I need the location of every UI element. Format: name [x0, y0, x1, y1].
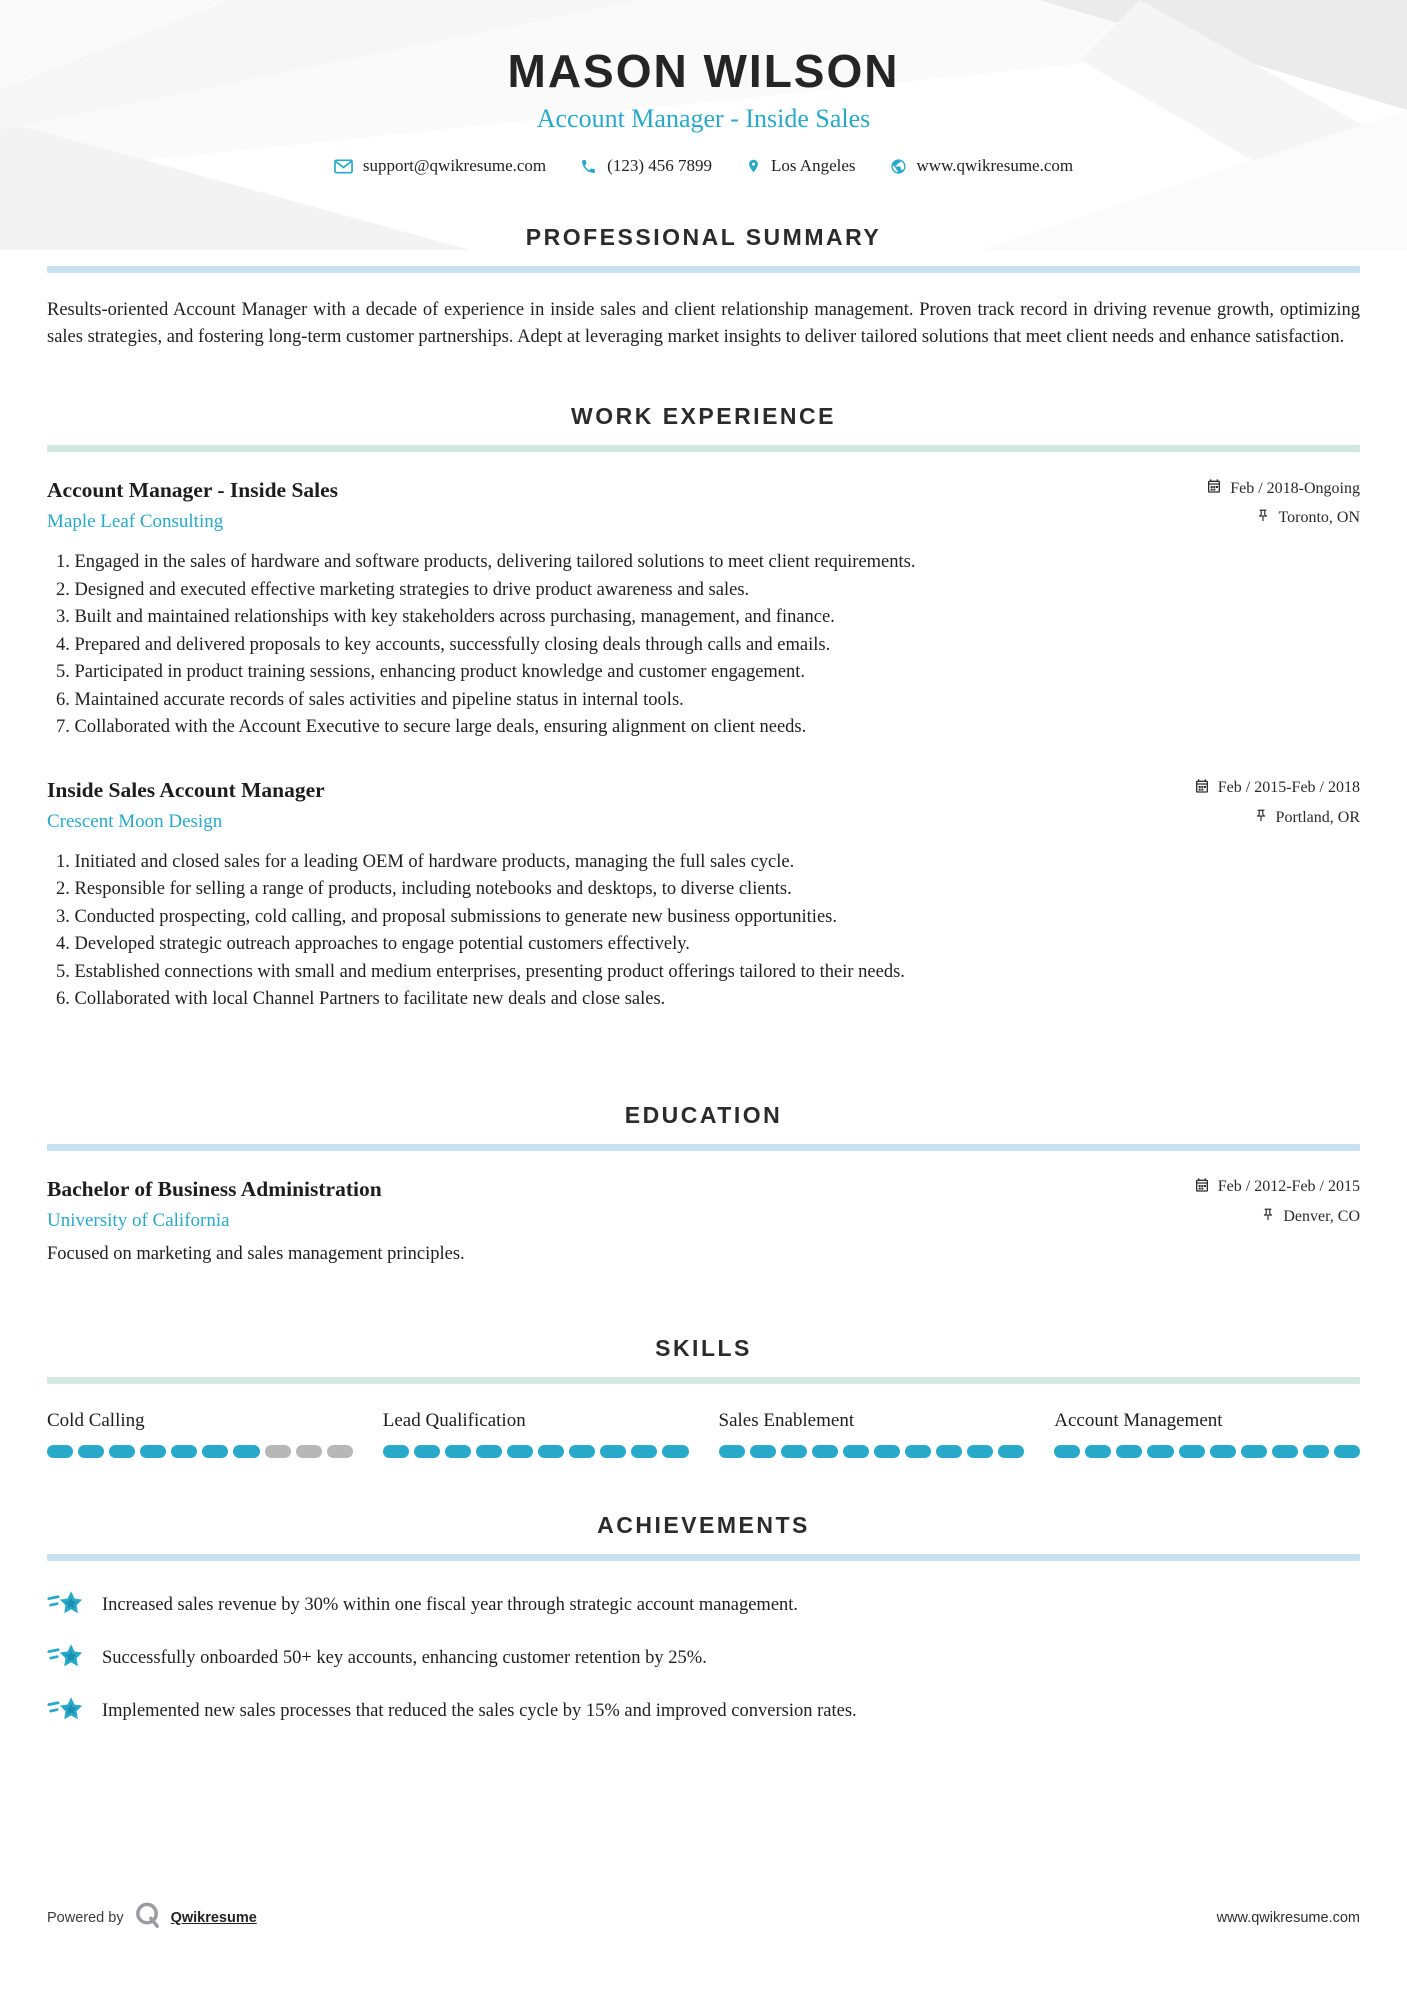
job-bullet-list — [47, 549, 1360, 742]
education-heading: EDUCATION — [624, 1101, 783, 1128]
skill-pill — [1116, 1445, 1142, 1458]
job-bullet: Conducted prospecting, cold calling, and proposal submissions to generate new business opportunities. — [74, 906, 837, 927]
achievement-item — [47, 1589, 1360, 1623]
skill-pill — [1179, 1445, 1205, 1458]
globe-icon — [890, 158, 907, 175]
qwikresume-link[interactable]: Qwikresume — [170, 1909, 257, 1926]
job-dates-line — [1194, 778, 1360, 799]
job-header — [47, 478, 1360, 533]
candidate-name: MASON WILSON — [507, 45, 900, 97]
job-location: Portland, OR — [1275, 808, 1360, 826]
skill-pill — [1334, 1445, 1360, 1458]
skill-pill — [538, 1445, 564, 1458]
section-divider — [47, 1377, 1360, 1384]
achievements-list — [47, 1589, 1360, 1729]
skill-pill — [327, 1445, 353, 1458]
work-experience-heading: WORK EXPERIENCE — [571, 403, 836, 429]
job-location: Toronto, ON — [1278, 509, 1360, 526]
skill-pill — [414, 1445, 440, 1458]
skill-pill — [719, 1445, 745, 1458]
skill-pill — [1085, 1445, 1111, 1458]
job-meta — [1206, 478, 1360, 528]
skill-name: Account Management — [1054, 1409, 1223, 1431]
job-dates: Feb / 2015-Feb / 2018 — [1217, 779, 1360, 796]
section-work-experience — [47, 403, 1360, 1014]
education-dates-line — [1194, 1177, 1360, 1198]
contact-phone-text: (123) 456 7899 — [607, 156, 712, 175]
achievement-item — [47, 1695, 1360, 1729]
calendar-icon — [1206, 478, 1222, 499]
achievement-text: Successfully onboarded 50+ key accounts, enhancing customer retention by 25%. — [102, 1648, 707, 1668]
skill-pill — [265, 1445, 291, 1458]
location-pin-icon — [746, 157, 761, 175]
candidate-title: Account Manager - Inside Sales — [536, 104, 871, 133]
shooting-star-icon — [47, 1589, 84, 1623]
education-header — [47, 1177, 1360, 1232]
skill-pill — [781, 1445, 807, 1458]
skill-pill — [936, 1445, 962, 1458]
email-icon — [334, 159, 353, 174]
calendar-icon — [1194, 1177, 1210, 1198]
contact-location-text: Los Angeles — [770, 156, 856, 175]
school-name: University of California — [47, 1209, 230, 1231]
skill-level-bar — [47, 1445, 353, 1458]
job-dates: Feb / 2018-Ongoing — [1230, 479, 1360, 497]
shooting-star-icon — [47, 1642, 84, 1676]
skill-pill — [662, 1445, 688, 1458]
education-meta — [1194, 1177, 1360, 1227]
skills-grid — [47, 1410, 1360, 1458]
skill-level-bar — [1054, 1445, 1360, 1458]
skill-pill — [1303, 1445, 1329, 1458]
section-skills — [47, 1335, 1360, 1458]
skill-pill — [1147, 1445, 1173, 1458]
job-bullet: Developed strategic outreach approaches to engage potential customers effectively. — [74, 934, 690, 954]
skill-level-bar — [383, 1445, 689, 1458]
page-footer — [47, 1901, 1360, 1934]
skill-item — [383, 1410, 689, 1458]
job-bullet: Established connections with small and medium enterprises, presenting product offerings tailored to their needs. — [74, 961, 905, 982]
job-title-block — [47, 478, 338, 533]
contact-location — [746, 156, 856, 176]
skill-pill — [874, 1445, 900, 1458]
contact-website-text: www.qwikresume.com — [916, 156, 1074, 175]
skill-pill — [445, 1445, 471, 1458]
skill-pill — [383, 1445, 409, 1458]
skill-item — [47, 1410, 353, 1458]
resume-body — [0, 224, 1407, 1729]
job-bullet: Engaged in the sales of hardware and software products, delivering tailored solutions to meet client requirements. — [74, 552, 916, 572]
skill-pill — [507, 1445, 533, 1458]
section-education — [47, 1102, 1360, 1265]
skill-item — [1054, 1410, 1360, 1458]
footer-branding — [47, 1901, 257, 1934]
job-header — [47, 778, 1360, 833]
skill-pill — [600, 1445, 626, 1458]
shooting-star-icon — [47, 1695, 84, 1729]
job-bullet: Prepared and delivered proposals to key accounts, successfully closing deals through calls and emails. — [74, 634, 831, 655]
job-entry — [47, 778, 1360, 1014]
skill-name: Sales Enablement — [718, 1409, 855, 1431]
skill-pill — [296, 1445, 322, 1458]
pushpin-icon — [1261, 1207, 1275, 1227]
job-location-line — [1194, 808, 1360, 828]
skill-pill — [233, 1445, 259, 1458]
job-bullet: Designed and executed effective marketing strategies to drive product awareness and sales. — [74, 579, 750, 600]
job-bullet: Collaborated with the Account Executive to secure large deals, ensuring alignment on client needs. — [74, 717, 807, 737]
calendar-icon — [1194, 778, 1210, 799]
achievement-text: Implemented new sales processes that reduced the sales cycle by 15% and improved conversion rates. — [102, 1701, 857, 1721]
achievement-text: Increased sales revenue by 30% within one fiscal year through strategic account management. — [102, 1595, 799, 1615]
company-name: Crescent Moon Design — [47, 810, 223, 832]
job-bullet: Initiated and closed sales for a leading OEM of hardware products, managing the full sales cycle. — [74, 851, 795, 872]
education-location-line — [1194, 1207, 1360, 1227]
powered-by-label: Powered by — [47, 1909, 124, 1926]
contact-website[interactable] — [890, 156, 1074, 176]
skill-item — [719, 1410, 1025, 1458]
achievement-item — [47, 1642, 1360, 1676]
skill-name: Cold Calling — [47, 1409, 145, 1431]
skill-pill — [1241, 1445, 1267, 1458]
skill-pill — [967, 1445, 993, 1458]
skill-pill — [812, 1445, 838, 1458]
education-entry — [47, 1177, 1360, 1265]
contact-email[interactable] — [334, 156, 546, 176]
job-bullet: Participated in product training sessions, enhancing product knowledge and customer engagement. — [74, 662, 806, 682]
skill-pill — [202, 1445, 228, 1458]
job-title: Inside Sales Account Manager — [47, 777, 325, 802]
achievements-heading: ACHIEVEMENTS — [597, 1511, 810, 1538]
summary-text: Results-oriented Account Manager with a decade of experience in inside sales and client relationship management. Proven track record in driving revenue growth, optimizing sales strategies, and fostering long-term customer partnerships. Adept at leveraging market insights to deliver tailored solutions that meet client needs and enhance satisfaction. — [47, 300, 1360, 347]
skill-pill — [843, 1445, 869, 1458]
section-divider — [47, 1144, 1360, 1151]
contact-email-text: support@qwikresume.com — [362, 156, 547, 175]
skill-pill — [476, 1445, 502, 1458]
skill-pill — [750, 1445, 776, 1458]
skills-heading: SKILLS — [655, 1334, 752, 1361]
pushpin-icon — [1256, 508, 1270, 528]
skill-pill — [905, 1445, 931, 1458]
job-dates-line — [1206, 478, 1360, 499]
skill-pill — [171, 1445, 197, 1458]
skill-pill — [631, 1445, 657, 1458]
section-divider — [47, 1554, 1360, 1561]
skill-pill — [1210, 1445, 1236, 1458]
section-divider — [47, 266, 1360, 273]
job-title-block — [47, 778, 325, 833]
job-title: Account Manager - Inside Sales — [47, 478, 339, 502]
pushpin-icon — [1254, 808, 1268, 828]
skill-level-bar — [719, 1445, 1025, 1458]
contact-phone[interactable] — [580, 156, 712, 176]
education-description: Focused on marketing and sales management principles. — [47, 1243, 465, 1264]
resume-header — [0, 0, 1407, 176]
job-location-line — [1206, 508, 1360, 528]
skill-pill — [998, 1445, 1024, 1458]
phone-icon — [580, 158, 597, 175]
skill-pill — [569, 1445, 595, 1458]
job-bullet-list — [47, 849, 1360, 1014]
section-achievements — [47, 1512, 1360, 1729]
company-name: Maple Leaf Consulting — [47, 511, 224, 532]
job-bullet: Responsible for selling a range of products, including notebooks and desktops, to diverse clients. — [74, 879, 792, 899]
section-divider — [47, 445, 1360, 452]
skill-pill — [78, 1445, 104, 1458]
summary-heading: PROFESSIONAL SUMMARY — [525, 224, 882, 250]
skill-pill — [140, 1445, 166, 1458]
skill-name: Lead Qualification — [382, 1409, 526, 1431]
job-bullet: Built and maintained relationships with key stakeholders across purchasing, management, and finance. — [74, 607, 835, 627]
skill-pill — [1054, 1445, 1080, 1458]
job-bullet: Maintained accurate records of sales activities and pipeline status in internal tools. — [74, 689, 684, 710]
contact-row — [0, 156, 1407, 176]
skill-pill — [47, 1445, 73, 1458]
section-summary — [47, 224, 1360, 351]
job-bullet: Collaborated with local Channel Partners to facilitate new deals and close sales. — [74, 989, 666, 1009]
footer-website-link[interactable]: www.qwikresume.com — [1216, 1909, 1360, 1926]
skill-pill — [1272, 1445, 1298, 1458]
degree-title: Bachelor of Business Administration — [47, 1176, 382, 1201]
qwikresume-logo-icon — [134, 1901, 161, 1934]
education-title-block — [47, 1177, 382, 1232]
job-entry — [47, 478, 1360, 742]
job-meta — [1194, 778, 1360, 828]
education-dates: Feb / 2012-Feb / 2015 — [1217, 1178, 1360, 1195]
skill-pill — [109, 1445, 135, 1458]
education-location: Denver, CO — [1283, 1207, 1360, 1225]
